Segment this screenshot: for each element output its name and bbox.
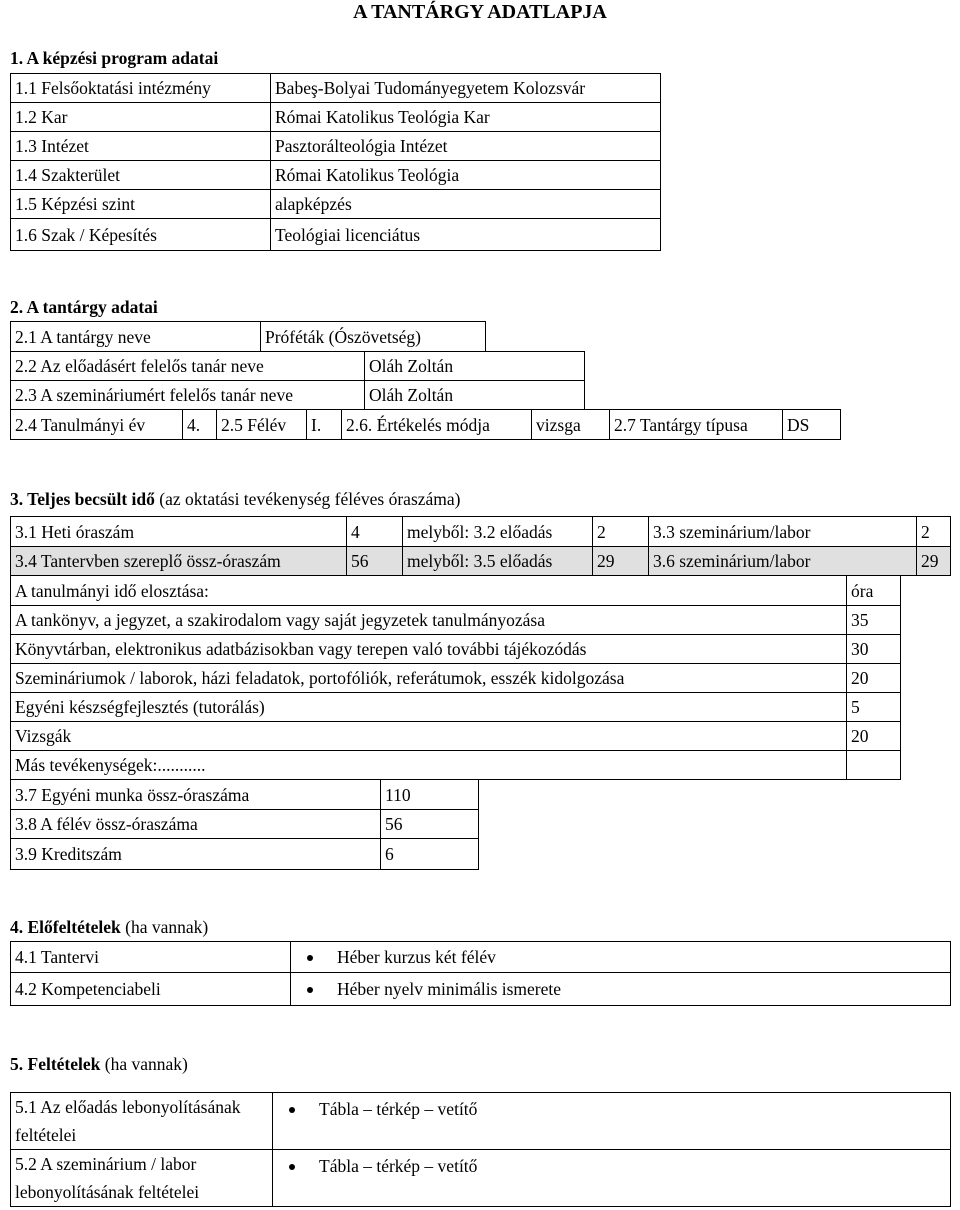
hours-table [10, 516, 951, 576]
lecture-total-label: melyből: 3.5 előadás [403, 547, 593, 576]
prerequisite-item: Héber nyelv minimális ismerete [291, 973, 951, 1006]
course-name-table [10, 321, 486, 352]
activity-hours [847, 751, 901, 780]
individual-work-value: 110 [381, 780, 479, 810]
course-type-label: 2.7 Tantárgy típusa [610, 410, 783, 440]
semester-label: 2.5 Félév [217, 410, 307, 440]
prerequisite-item: Héber kurzus két félév [291, 942, 951, 973]
seminar-total-value: 29 [917, 547, 951, 576]
program-value: Római Katolikus Teológia Kar [271, 103, 661, 132]
semester-total-label: 3.8 A félév össz-óraszáma [11, 810, 381, 839]
course-attributes-table [10, 409, 841, 440]
activity-hours: 30 [847, 635, 901, 664]
semester-value: I. [307, 410, 342, 440]
evaluation-label: 2.6. Értékelés módja [342, 410, 532, 440]
weekly-hours-label: 3.1 Heti óraszám [11, 517, 347, 547]
program-label: 1.3 Intézet [11, 132, 271, 161]
lecture-value: 2 [593, 517, 649, 547]
credits-label: 3.9 Kreditszám [11, 839, 381, 870]
prerequisites-table [10, 941, 951, 1006]
conditions-table [10, 1092, 951, 1207]
seminar-value: 2 [917, 517, 951, 547]
evaluation-value: vizsga [532, 410, 610, 440]
program-value: alapképzés [271, 190, 661, 219]
bullet-icon [289, 1107, 295, 1113]
seminar-teacher-value: Oláh Zoltán [365, 381, 585, 410]
activity-label: Könyvtárban, elektronikus adatbázisokban vagy terepen való további tájékozódás [11, 635, 847, 664]
activity-label: A tankönyv, a jegyzet, a szakirodalom vagy saját jegyzetek tanulmányozása [11, 606, 847, 635]
individual-work-label: 3.7 Egyéni munka össz-óraszáma [11, 780, 381, 810]
document-title: A TANTÁRGY ADATLAPJA [353, 1, 607, 23]
program-value: Pasztorálteológia Intézet [271, 132, 661, 161]
program-label: 1.5 Képzési szint [11, 190, 271, 219]
activity-label: Szemináriumok / laborok, házi feladatok, portofóliók, referátumok, esszék kidolgozása [11, 664, 847, 693]
program-value: Teológiai licenciátus [271, 219, 661, 251]
lecturer-label: 2.2 Az előadásért felelős tanár neve [11, 352, 365, 381]
activity-label: Vizsgák [11, 722, 847, 751]
seminar-total-label: 3.6 szeminárium/labor [649, 547, 917, 576]
time-distribution-table [10, 575, 901, 780]
program-value: Római Katolikus Teológia [271, 161, 661, 190]
section-2-heading: 2. A tantárgy adatai [10, 297, 158, 317]
activity-hours: 20 [847, 664, 901, 693]
totals-table [10, 779, 479, 870]
study-year-label: 2.4 Tanulmányi év [11, 410, 183, 440]
seminar-teacher-label: 2.3 A szemináriumért felelős tanár neve [11, 381, 365, 410]
condition-item: Tábla – térkép – vetítő [273, 1093, 951, 1150]
program-label: 1.2 Kar [11, 103, 271, 132]
section-1-heading: 1. A képzési program adatai [10, 48, 219, 68]
course-name-label: 2.1 A tantárgy neve [11, 322, 261, 352]
section-4-heading: 4. Előfeltételek (ha vannak) [10, 917, 209, 937]
prerequisite-label: 4.2 Kompetenciabeli [11, 973, 291, 1006]
bullet-icon [307, 987, 313, 993]
program-value: Babeş-Bolyai Tudományegyetem Kolozsvár [271, 74, 661, 103]
program-data-table [10, 73, 661, 251]
distribution-label: A tanulmányi idő elosztása: [11, 576, 847, 606]
lecture-total-value: 29 [593, 547, 649, 576]
program-label: 1.4 Szakterület [11, 161, 271, 190]
section-3-heading: 3. Teljes becsült idő (az oktatási tevékenység féléves óraszáma) [10, 489, 461, 509]
credits-value: 6 [381, 839, 479, 870]
activity-hours: 35 [847, 606, 901, 635]
course-name-value: Próféták (Ószövetség) [261, 322, 486, 352]
seminar-label: 3.3 szeminárium/labor [649, 517, 917, 547]
semester-total-value: 56 [381, 810, 479, 839]
program-label: 1.6 Szak / Képesítés [11, 219, 271, 251]
condition-label: 5.1 Az előadás lebonyolításának feltételei [11, 1093, 273, 1150]
lecture-label: melyből: 3.2 előadás [403, 517, 593, 547]
total-hours-label: 3.4 Tantervben szereplő össz-óraszám [11, 547, 347, 576]
lecturer-value: Oláh Zoltán [365, 352, 585, 381]
weekly-hours-value: 4 [347, 517, 403, 547]
activity-label: Más tevékenységek:........... [11, 751, 847, 780]
study-year-value: 4. [183, 410, 217, 440]
activity-hours: 5 [847, 693, 901, 722]
activity-label: Egyéni készségfejlesztés (tutorálás) [11, 693, 847, 722]
bullet-icon [289, 1164, 295, 1170]
course-type-value: DS [783, 410, 841, 440]
lecturer-table [10, 351, 585, 410]
condition-item: Tábla – térkép – vetítő [273, 1150, 951, 1207]
section-5-heading: 5. Feltételek (ha vannak) [10, 1054, 188, 1074]
condition-label: 5.2 A szeminárium / labor lebonyolításának feltételei [11, 1150, 273, 1207]
distribution-unit: óra [847, 576, 901, 606]
activity-hours: 20 [847, 722, 901, 751]
program-label: 1.1 Felsőoktatási intézmény [11, 74, 271, 103]
prerequisite-label: 4.1 Tantervi [11, 942, 291, 973]
bullet-icon [307, 955, 313, 961]
total-hours-value: 56 [347, 547, 403, 576]
